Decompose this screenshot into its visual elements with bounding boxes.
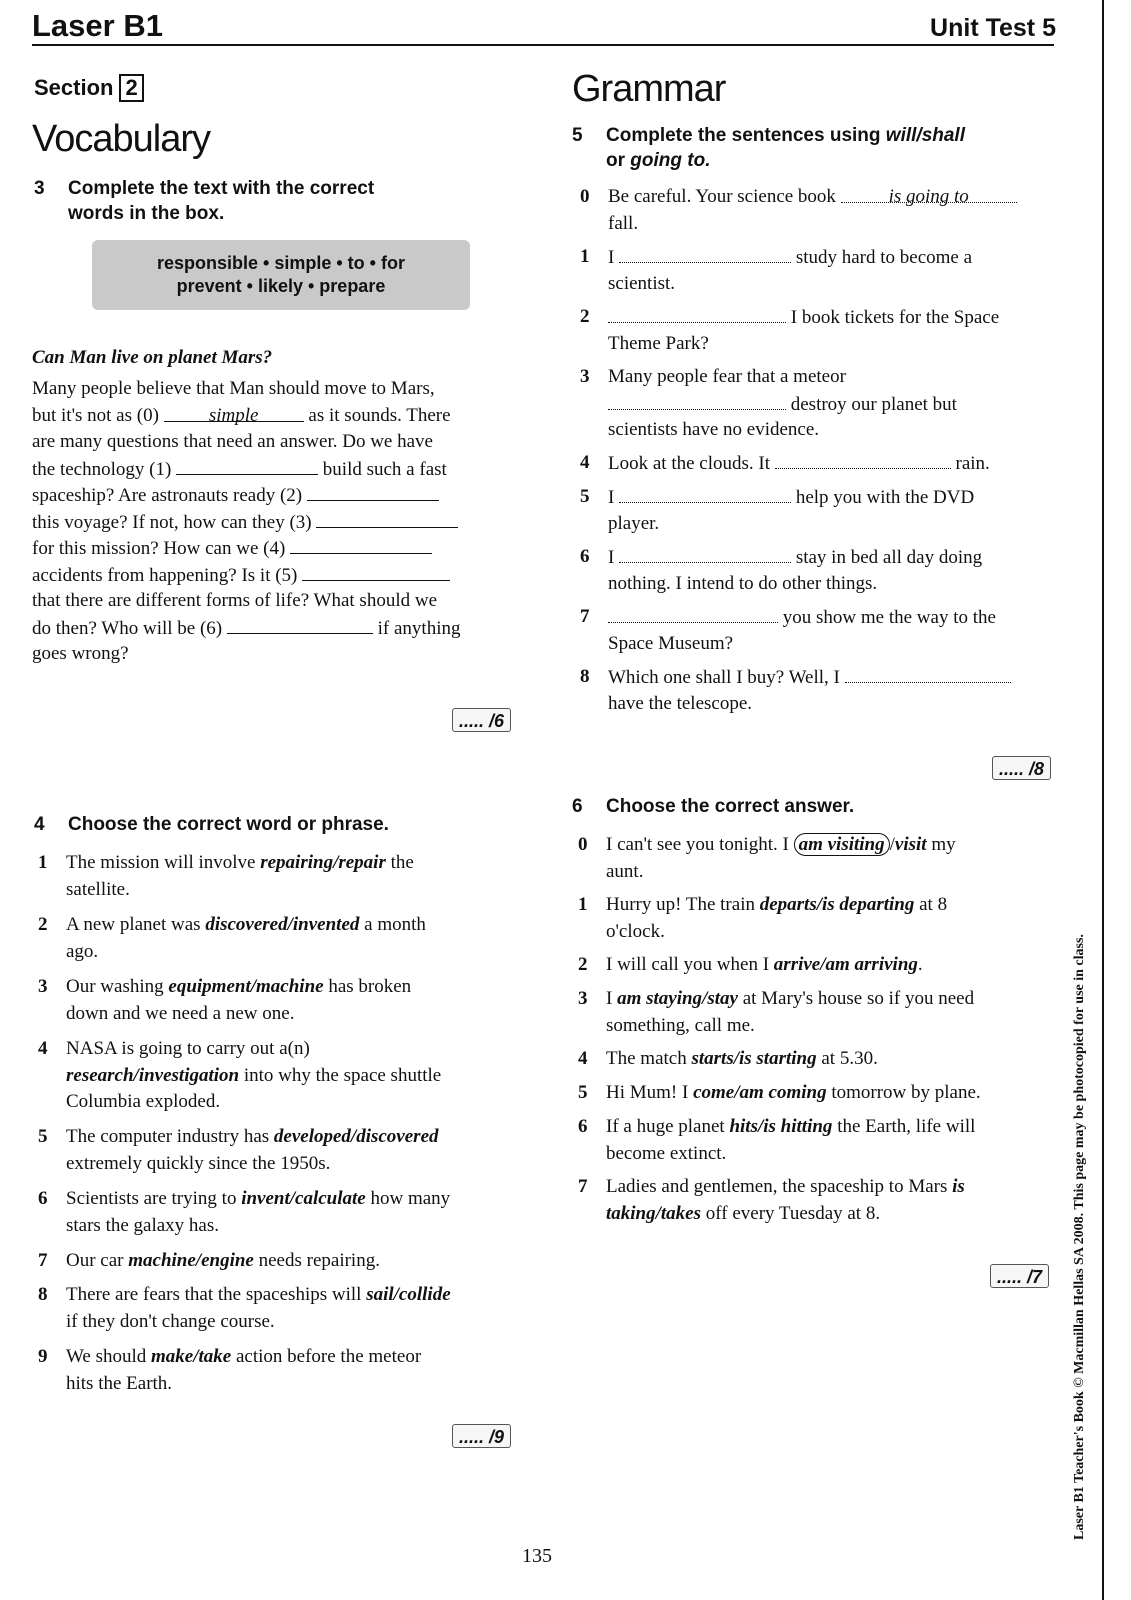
ex6-choice-4[interactable]: starts/is starting [691,1048,817,1069]
word-box [92,240,470,310]
item-number: 7 [580,606,590,627]
item-number: 1 [38,852,48,873]
item-line [608,604,996,632]
item-text: a month [359,914,426,935]
item-text: We should [66,1346,152,1367]
ex4-item-5 [38,1124,538,1178]
item-line: down and we need a new one. [66,1002,295,1024]
ex6-choice-1[interactable]: departs/is departing [759,894,915,915]
instruction-text: Complete the sentences using [606,125,886,146]
item-line [608,484,974,512]
ex6-item-5 [578,1080,1068,1107]
cloze-blank-2[interactable] [307,482,439,501]
ex4-choice-9[interactable]: make/take [151,1346,232,1367]
ex6-choice-5[interactable]: come/am coming [693,1082,827,1103]
item-number: 1 [578,894,588,915]
item-line: stars the galaxy has. [66,1214,220,1236]
ex5-blank-3[interactable] [608,391,786,410]
item-line [66,912,426,939]
item-line: Columbia exploded. [66,1091,221,1112]
item-number: 7 [38,1250,48,1271]
cloze-text-span: the technology (1) [32,458,177,480]
item-text: Be careful. Your science book [608,186,836,207]
copyright-note: Laser B1 Teacher's Book © Macmillan Hellas SA 2008. This page may be photocopied for use in class. [1072,934,1087,1540]
item-line: ago. [66,940,99,962]
cloze-text-span: but it's not as (0) [32,404,164,426]
item-text: I book tickets for the Space [790,307,1000,328]
cloze-blank-6[interactable] [227,615,373,634]
section-label [34,74,144,102]
item-number: 8 [38,1284,48,1305]
cloze-text-span: are many questions that need an answer. Do we have [32,431,433,452]
item-text: Scientists are trying to [66,1188,242,1209]
item-text: There are fears that the spaceships will [66,1284,367,1305]
item-line [66,1063,441,1090]
item-line [606,952,923,979]
cloze-blank-0[interactable]: simple [164,403,304,422]
cloze-text-span: build such a fast [318,458,447,480]
item-line [606,1174,965,1201]
item-line [66,1186,450,1213]
ex5-number: 5 [572,125,583,146]
item-text: The computer industry has [66,1126,274,1147]
item-text: how many [365,1188,451,1209]
item-text: A new planet was [66,914,206,935]
ex6-choice-0-circled[interactable]: am visiting [794,833,890,856]
item-text: I will call you when I [606,954,774,975]
ex6-choice-2[interactable]: arrive/am arriving [773,954,918,975]
item-line: fall. [608,212,639,234]
item-text: I can't see you tonight. I [606,834,794,855]
item-line [66,1248,380,1275]
item-line: something, call me. [606,1014,755,1036]
item-text: study hard to become a [795,247,973,268]
ex4-item-9 [38,1344,538,1398]
text-title: Can Man live on planet Mars? [32,347,273,368]
item-number: 9 [38,1346,48,1367]
ex3-number: 3 [34,178,45,199]
ex4-number: 4 [34,814,45,835]
ex6-choice-3[interactable]: am staying/stay [617,988,738,1009]
item-line [608,544,982,572]
ex4-choice-8[interactable]: sail/collide [366,1284,451,1305]
item-text: The match [606,1048,692,1069]
item-text: action before the meteor [231,1346,422,1367]
cloze-text-span: that there are different forms of life? What should we [32,590,438,611]
ex5-item-5 [580,484,1060,538]
cloze-line [32,456,532,483]
instruction-emphasis: will/shall [885,125,965,146]
word-box-line2: prevent • likely • prepare [176,276,386,296]
cloze-blank-1[interactable] [176,456,318,475]
item-number: 2 [578,954,588,975]
item-text: needs repairing. [253,1250,380,1271]
cloze-line [32,509,532,536]
cloze-blank-5[interactable] [302,562,450,581]
item-text: / [889,834,895,855]
ex6-item-4 [578,1046,1068,1073]
ex4-item-8 [38,1282,538,1336]
item-text: I [608,247,615,268]
ex3-score-box: ..... /6 [452,708,511,732]
ex5-item-3 [580,364,1060,444]
ex4-item-3 [38,974,538,1028]
item-line: become extinct. [606,1142,727,1164]
vocabulary-title: Vocabulary [32,118,211,160]
item-number: 6 [580,546,590,567]
ex4-item-4 [38,1036,538,1116]
item-number: 6 [578,1116,588,1137]
item-text: my [926,834,956,855]
ex5-item-1 [580,244,1060,298]
cloze-text-span: for this mission? How can we (4) [32,538,291,559]
item-line [608,450,990,478]
item-text: Our car [66,1250,129,1271]
item-text: at 5.30. [816,1048,878,1069]
instruction-emphasis: going to. [630,150,711,171]
cloze-text-span: accidents from happening? Is it (5) [32,564,303,586]
item-line: NASA is going to carry out a(n) [66,1038,310,1059]
item-number: 5 [580,486,590,507]
item-number: 3 [38,976,48,997]
margin-rule [1102,0,1104,1600]
cloze-line [32,615,532,642]
item-line [606,1080,981,1107]
item-number: 8 [580,666,590,687]
ex4-choice-6[interactable]: invent/calculate [241,1188,366,1209]
item-text: off every Tuesday at 8. [701,1202,881,1224]
ex5-blank-1[interactable] [619,244,791,263]
item-line [606,832,956,859]
item-text: . [917,954,923,975]
item-number: 6 [38,1188,48,1209]
item-text: at Mary's house so if you need [737,988,975,1009]
ex6-item-7 [578,1174,1068,1228]
item-number: 3 [578,988,588,1009]
item-text: into why the space shuttle [239,1064,442,1086]
item-text: The mission will involve [66,852,261,873]
ex4-choice-1[interactable]: repairing/repair [260,852,386,873]
item-text: destroy our planet but [790,393,957,415]
ex4-item-1 [38,850,538,904]
item-number: 3 [580,366,590,387]
item-line [608,664,1011,692]
word-box-line1: responsible • simple • to • for [157,253,405,273]
ex6-item-6 [578,1114,1068,1168]
cloze-line [32,482,532,509]
ex6-choice-6[interactable]: hits/is hitting [729,1116,833,1137]
ex6-item-3 [578,986,1068,1040]
item-line: if they don't change course. [66,1310,275,1332]
ex6-item-1 [578,892,1068,946]
ex4-item-6 [38,1186,538,1240]
grammar-title: Grammar [572,68,726,110]
ex4-choice-3[interactable]: equipment/machine [168,976,324,997]
item-number: 0 [578,834,588,855]
item-number: 2 [580,306,590,327]
item-line: scientist. [608,272,676,294]
ex5-item-4 [580,450,1060,477]
cloze-line [32,535,532,562]
cloze-text-span: do then? Who will be (6) [32,617,227,639]
item-line [66,1282,451,1309]
item-text: I [606,988,618,1009]
ex6-score-box: ..... /7 [990,1264,1049,1288]
ex5-blank-4[interactable] [775,450,951,469]
ex4-score-box: ..... /9 [452,1424,511,1448]
cloze-line [32,376,532,403]
item-text: tomorrow by plane. [826,1082,981,1103]
ex3-instruction-line1: Complete the text with the correct [68,178,375,199]
ex6-item-2 [578,952,1068,979]
ex4-choice-2[interactable]: discovered/invented [205,914,360,935]
item-line [608,244,972,272]
ex5-blank-8[interactable] [845,664,1011,683]
item-text: If a huge planet [606,1116,730,1137]
item-line: Theme Park? [608,332,709,354]
cloze-line [32,588,532,615]
item-number: 5 [578,1082,588,1103]
ex4-choice-5[interactable]: developed/discovered [273,1126,439,1147]
cloze-text [32,376,532,668]
ex4-instruction [34,812,504,838]
item-line: Space Museum? [608,632,734,654]
item-text: rain. [955,453,990,474]
cloze-line [32,641,532,668]
item-text: I [608,547,615,568]
item-number: 7 [578,1176,588,1197]
item-text: Look at the clouds. It [608,453,770,474]
cloze-blank-4[interactable] [290,535,432,554]
item-text: Hi Mum! I [606,1082,694,1103]
item-text: I [608,487,615,508]
cloze-text-span: as it sounds. There [303,404,451,426]
item-text: the Earth, life will [832,1116,976,1137]
ex6-choice-0[interactable]: visit [894,834,927,855]
ex5-blank-5[interactable] [619,484,791,503]
item-text: at 8 [914,894,948,915]
ex6-choice-7a[interactable]: is [952,1176,965,1197]
ex4-item-7 [38,1248,538,1275]
item-line [66,1344,421,1371]
item-number: 0 [580,186,590,207]
item-line [66,974,411,1001]
cloze-blank-3[interactable] [316,509,458,528]
item-text: you show me the way to the [782,607,996,628]
item-text: Hurry up! The train [606,894,760,915]
cloze-text-span: spaceship? Are astronauts ready (2) [32,485,307,506]
item-line: scientists have no evidence. [608,419,820,440]
item-text: stay in bed all day doing [795,547,983,568]
ex6-instruction-text: Choose the correct answer. [606,796,855,817]
item-line [66,1124,439,1151]
item-line [606,1046,878,1073]
ex5-instruction-line1 [606,123,965,148]
item-line [606,1114,975,1141]
ex5-instruction [572,123,1072,175]
item-number: 4 [580,452,590,473]
item-line: satellite. [66,878,130,900]
item-number: 4 [578,1048,588,1069]
ex5-blank-7[interactable] [608,604,778,623]
item-text: has broken [323,976,412,997]
item-line [608,184,1017,211]
item-line [606,1201,880,1228]
item-line: nothing. I intend to do other things. [608,572,878,594]
item-text: Which one shall I buy? Well, I [608,667,840,688]
item-number: 1 [580,246,590,267]
item-line: have the telescope. [608,692,753,714]
cloze-text-span: if anything [372,617,461,639]
item-line: aunt. [606,860,644,882]
item-text: Our washing [66,976,169,997]
item-line [606,986,974,1013]
item-line [66,850,414,877]
ex5-item-6 [580,544,1060,598]
item-text: Ladies and gentlemen, the spaceship to Mars [606,1176,953,1197]
cloze-line [32,562,532,589]
ex5-item-7 [580,604,1060,658]
instruction-text: or [606,150,631,171]
ex5-item-0 [580,184,1060,238]
cloze-line [32,429,532,456]
ex5-instruction-line2 [606,148,710,173]
item-number: 5 [38,1126,48,1147]
unit-test-title: Unit Test 5 [930,14,1056,42]
cloze-text-span: this voyage? If not, how can they (3) [32,511,317,533]
ex3-instruction [34,176,504,228]
cloze-text-span: goes wrong? [32,643,129,664]
ex5-blank-0[interactable]: is going to [841,184,1017,203]
header-rule [32,44,1054,46]
ex6-number: 6 [572,796,583,817]
ex4-item-2 [38,912,538,966]
item-line [608,391,957,419]
cloze-line [32,403,532,430]
ex6-item-0 [578,832,1068,886]
item-number: 4 [38,1038,48,1059]
ex4-choice-7[interactable]: machine/engine [128,1250,254,1271]
item-line: hits the Earth. [66,1372,173,1394]
ex5-blank-6[interactable] [619,544,791,563]
ex6-instruction [572,794,1072,820]
item-line: extremely quickly since the 1950s. [66,1152,331,1174]
section-label-text: Section [34,75,114,100]
item-line: player. [608,512,660,534]
item-line [606,892,947,919]
ex4-choice-4[interactable]: research/investigation [66,1064,240,1086]
item-line [608,304,999,332]
ex4-instruction-text: Choose the correct word or phrase. [68,814,389,835]
ex5-blank-2[interactable] [608,304,786,323]
ex5-item-2 [580,304,1060,358]
item-text: help you with the DVD [795,487,975,508]
item-line: Many people fear that a meteor [608,366,846,387]
cloze-text-span: Many people believe that Man should move to Mars, [32,378,435,399]
item-line: o'clock. [606,920,665,942]
section-number: 2 [119,74,143,102]
item-number: 2 [38,914,48,935]
page-number: 135 [522,1545,552,1567]
ex3-instruction-line2: words in the box. [68,203,225,224]
ex5-score-box: ..... /8 [992,756,1051,780]
item-text: the [385,852,414,873]
ex6-choice-7b[interactable]: taking/takes [606,1202,702,1224]
ex5-item-8 [580,664,1060,718]
book-title: Laser B1 [32,8,163,43]
